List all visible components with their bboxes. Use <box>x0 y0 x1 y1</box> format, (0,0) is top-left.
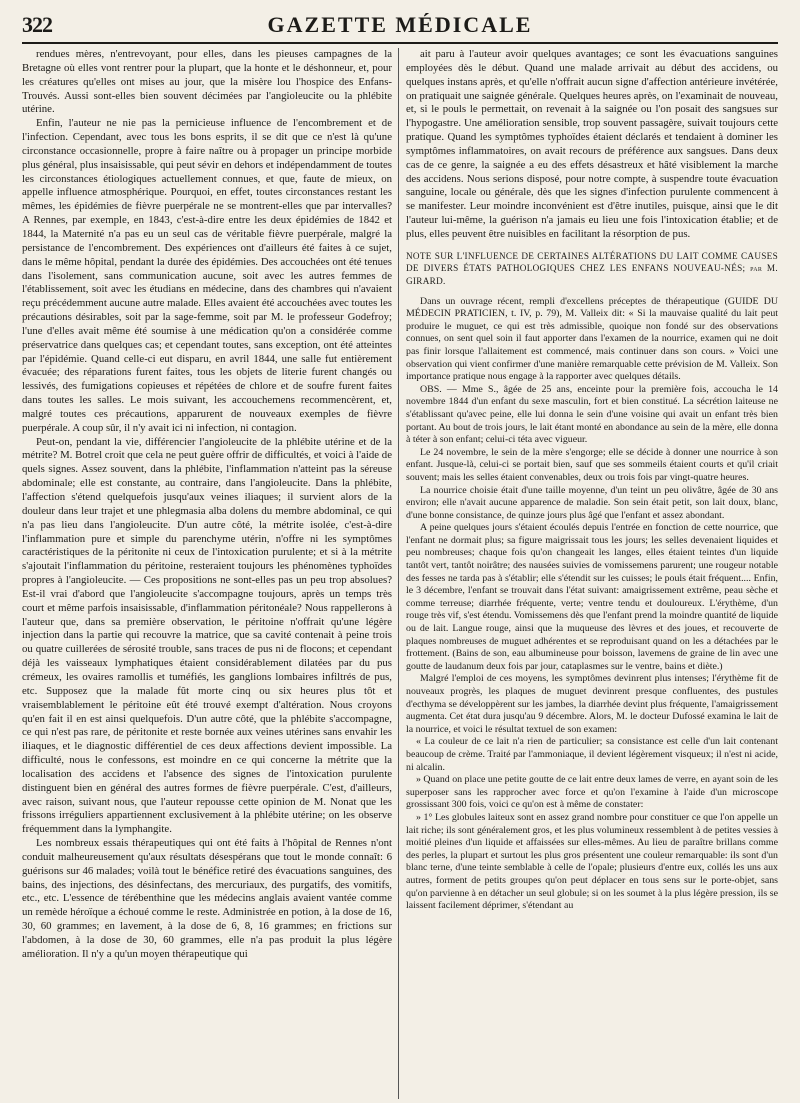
observation-paragraph: OBS. — Mme S., âgée de 25 ans, enceinte pour la première fois, accoucha le 14 novembre 1844 d'un enfant du sexe masculin, fort et bien constitué. La sécrétion laiteuse ne s'établissant qu'avec peine, elle lui donna le sein d'une voisine qui avait un enfant très bien portant. Au bout de trois jours, le lait étant monté en abondance au sein de la mère, elle donna à téter à son enfant; celui-ci téta avec vigueur. <box>406 383 778 446</box>
paragraph: Peut-on, pendant la vie, différencier l'angioleucite de la phlébite utérine et de la métrite? M. Botrel croit que cela ne peut guère offrir de difficultés, et voici à l'aide de quels signes. Assez souvent, dans la phlébite, l'inflammation n'atteint pas la séreuse abdominale; elle est constante, au contraire, dans l'angioleucite. Dans la phlébite, l'affection s'étend quelquefois jusqu'aux veines iliaques; il survient alors de la douleur dans leur trajet et une phlegmasia alba dolens du membre abdominal, ce qui n'a pas lieu dans l'angioleucite. D'un autre côté, la métrite isolée, c'est-à-dire l'inflammation pure et simple du parenchyme utérin, n'offre ni les symptômes caractéristiques de la péritonite ni ceux de l'intoxication purulente; et si à la métrite s'ajoutait l'inflammation du péritoine, resteraient toujours les phénomènes typhoïdes propres à l'angioleucite. — Ces propositions ne sont-elles pas un peu trop absolues? Est-il vrai d'abord que l'angioleucite s'accompagne toujours, après un temps très court et même parfois insaisissable, d'inflammation péritonéale? Nous rappellerons à l'auteur que, dans sa première observation, le péritoine n'offrait qu'une légère injection dans la partie qui recouvre la matrice, que sa cavité contenait à peine trois ou quatre cuillerées de sérosité trouble, sans traces de pus ni de flocons; et cependant déjà les vaisseaux lymphatiques étaient considérablement dilatées par du pus crémeux, les ovaires ramollis et tuméfiés, les ganglions lombaires infiltrés de pus, etc. Supposez que la malade fût morte cinq ou six heures plus tôt et vraisemblablement le péritoine eût été trouvé exempt d'altération. Nous croyons qu'en fait il en est ainsi quelquefois. D'un autre côté, que la phlébite s'accompagne, ce qui n'est pas rare, de péritonite et reste bornée aux veines utérines sans envahir les iliaques, et le diagnostic différentiel de ces deux affections devient impossible. La difficulté, nous le confessons, est moindre en ce qui concerne la métrite que la localisation des accidens et l'absence des signes de l'intoxication purulente distinguent bien en général des autres formes de fièvre puerpérale. C'est, d'ailleurs, avec raison, suivant nous, que l'auteur repousse cette opinion de M. Nonat que les frissons irréguliers appartiennent exclusivement à la phlébite utérine; on les observe fréquemment dans la lymphangite. <box>22 435 392 836</box>
paragraph: Enfin, l'auteur ne nie pas la pernicieuse influence de l'encombrement et de l'infection. Cependant, avec tous les bons esprits, il se dit que ce n'est là qu'une circonstance occasionnelle, propre à faire naître ou à propager un principe morbide plus général, plus insaisissable, qui peut sévir en dehors et indépendamment de toutes les circonstances étiologiques actuellement connues, et que, faute de mieux, on appelle influence atmosphérique. Pourquoi, en effet, toutes circonstances restant les mêmes, les épidémies de fièvre puerpérale ne se montrent-elles que par intervalles? A Rennes, par exemple, en 1843, c'est-à-dire entre les deux épidémies de 1842 et 1844, la Maternité n'a pas eu un seul cas de véritable fièvre puerpérale, malgré la persistance de l'encombrement. Des expériences ont d'ailleurs été faites à ce sujet, dans le même hôpital, pendant la durée des épidémies. Des accouchées ont été tenues dans l'isolement, sans communication aucune, soit avec les autres femmes de l'établissement, soit avec les étudians en médecine, dans des chambres qui n'avaient reçu précédemment aucune autre malade. Elles avaient été accouchées avec toutes les précautions désirables, soit par la sage-femme, soit par M. le professeur Godefroy; l'une d'elles avait même été soumise à une médication qu'on a considérée comme préservatrice dans quelques cas; et cependant toutes, sans exception, ont été atteintes par l'épidémie. Quand celle-ci eut disparu, en avril 1844, une salle fut entièrement évacuée; des réparations furent faites, tous les objets de literie furent changés ou lessivés, des fumigations copieuses et répétées de chlore et de soufre furent faites dans toutes les salles. Le mois suivant, les accouchemens recommencèrent, et, malgré toutes ces précautions, apparurent de nouveaux exemples de fièvre puerpérale. A coup sûr, il n'y avait ici ni infection, ni contagion. <box>22 117 392 434</box>
page-header <box>22 8 778 44</box>
left-column <box>22 48 392 1099</box>
quote-paragraph: » Quand on place une petite goutte de ce lait entre deux lames de verre, en ayant soin de les superposer sans les rapprocher avec force et qu'on l'examine à l'aide d'un microscope grossissant 300 fois, voici ce qu'on est à même de constater: <box>406 774 778 811</box>
paragraph: rendues mères, n'entrevoyant, pour elles, dans les pieuses campagnes de la Bretagne où elles vont rentrer pour la plupart, que la honte et le déshonneur, et, pour les créatures qu'elles ont mises au jour, que la misère lou l'hospice des Enfans-Trouvés. Aussi sont-elles bien souvent décimées par l'angioleucite ou la phlébite utérine. <box>22 48 392 116</box>
paragraph: La nourrice choisie était d'une taille moyenne, d'un teint un peu olivâtre, âgée de 30 ans environ; elle n'avait aucune apparence de maladie. Son sein était petit, son lait doux, blanc, d'une bonne consistance, de quinze jours plus âgé que l'enfant et assez abondant. <box>406 484 778 521</box>
note-heading: NOTE SUR L'INFLUENCE DE CERTAINES ALTÉRATIONS DU LAIT COMME CAUSES DE DIVERS ÉTATS PATHOLOGIQUES CHEZ LES ENFANS NOUVEAU-NÉS; par M. GIRARD. <box>406 250 778 286</box>
article-columns <box>22 48 778 1099</box>
paragraph: A peine quelques jours s'étaient écoulés depuis l'entrée en fonction de cette nourrice, que l'enfant ne dormait plus; sa figure maigrissait tous les jours; les selles devenaient liquides et peu nombreuses; chaque fois qu'on changeait les langes, elles étaient teintes d'un liquide tantôt vert, tantôt noirâtre; des nausées suivies de vomissemens parurent; une rougeur notable des fesses ne tarda pas à s'établir; elle s'étendit sur les cuisses; le pouls était fréquent.... Enfin, le 3 décembre, l'enfant se trouvait dans l'état suivant: amaigrissement extrême, peau sèche et comme terreuse; diarrhée fréquente, verte; ventre tendu et douloureux. L'érythème, d'un rouge très vif, s'est étendu. Vomissemens dès que l'enfant prend la moindre quantité de liquide ou de lait. Langue rouge, ainsi que la muqueuse des lèvres et des joues, et recouverte de plaques nombreuses de muguet adhérentes et se reproduisant quand on les a détachées par le frottement. (Bains de son, eau albumineuse pour boisson, lavemens de graine de lin avec une goutte de laudanum deux fois par jour, cataplasmes sur le ventre, bains et diète.) <box>406 522 778 672</box>
paragraph: Les nombreux essais thérapeutiques qui ont été faits à l'hôpital de Rennes n'ont conduit malheureusement qu'aux résultats désespérans que tout le monde connaît: 6 guérisons sur 46 malades; voilà tout le bénéfice retiré des évacuations sanguines, des bains, des injections, des désinfectans, des mercuriaux, des purgatifs, des vomitifs, etc., etc. L'essence de térébenthine que les médecins anglais avaient vantée comme un remède héroïque a échoué comme le reste. Administrée en potion, à la dose de 16, 30, 60 grammes; en lavement, à la dose de 6, 8, 16 grammes; en frictions sur l'abdomen, à la dose de 30, 60 grammes, elle n'a pas produit la plus légère amélioration. Il n'y a qu'un moyen thérapeutique qui <box>22 837 392 960</box>
paragraph: Malgré l'emploi de ces moyens, les symptômes devinrent plus intenses; l'érythème fit de nouveaux progrès, les plaques de muguet devinrent presque confluentes, des pustules d'ecthyma se développèrent sur les jambes, la diarrhée devint plus fréquente, l'amaigrissement augmenta. Cet état dura jusqu'au 9 décembre. Alors, M. le docteur Dufossé examina le lait de la nourrice, et voici le résultat textuel de son examen: <box>406 673 778 735</box>
quote-paragraph: « La couleur de ce lait n'a rien de particulier; sa consistance est celle d'un lait contenant beaucoup de crème. Traité par l'ammoniaque, il devient légèrement visqueux; il n'est ni acide, ni alcalin. <box>406 736 778 773</box>
paragraph: ait paru à l'auteur avoir quelques avantages; ce sont les évacuations sanguines employées dès le début. Quand une malade arrivait au début des accidens, ou quelques instans après, et qu'elle n'offrait aucun signe d'affection antérieure invétérée, on pratiquait une saignée générale. Quelques heures après, on l'examinait de nouveau, et, si le pouls le permettait, on revenait à la saignée ou l'on posait des sangsues sur l'hypogastre. Une amélioration sensible, trop souvent passagère, suivait toujours cette pratique. Quand les symptômes typhoïdes étaient déclarés et tendaient à dominer les symptômes inflammatoires, on avait recours de préférence aux sangsues. Dans deux cas de ce genre, la saignée a eu des effets désastreux et hâté visiblement la marche des accidens. Nous serions disposé, pour notre compte, à suspendre toute évacuation sanguine, locale ou générale, dès que les signes d'infection purulente commencent à se manifester. Leur moindre inconvénient est d'être inutiles, puisque, ainsi que le dit l'auteur lui-même, la guérison n'a jamais eu lieu une fois l'intoxication établie; et de plus, elles peuvent être nuisibles en facilitant la résorption de pus. <box>406 48 778 240</box>
paragraph: Le 24 novembre, le sein de la mère s'engorge; elle se décide à donner une nourrice à son enfant. Jusque-là, celui-ci se portait bien, sauf que ses sommeils étaient courts et qu'il criait souvent; mais les selles étaient convenables, deux ou trois fois par vingt-quatre heures. <box>406 446 778 483</box>
journal-title: GAZETTE MÉDICALE <box>267 12 533 37</box>
quote-paragraph: » 1° Les globules laiteux sont en assez grand nombre pour constituer ce que l'on appelle un lait riche; ils sont généralement gros, et les plus volumineux ressemblent à de petites vessies à moitié pleines d'un liquide et affaissées sur elles-mêmes. Au lieu de paraître brillans comme des perles, la plupart et surtout les plus gros présentent une couleur remarquable: ils sont d'un blanc terne, d'une teinte semblable à celle de l'opale; plusieurs d'entre eux, collés les uns aux autres, forment de petits groupes qu'on peut déplacer en tous sens sur le porte-objet, sans qu'on parvienne à en détacher un seul globule; si on les soumet à la plus légère pression, ils se laissent facilement déprimer, s'étendant au <box>406 811 778 912</box>
page-number: 322 <box>22 12 52 37</box>
column-divider <box>398 48 399 1099</box>
paragraph: Dans un ouvrage récent, rempli d'excellens préceptes de thérapeutique (GUIDE DU MÉDECIN PRATICIEN, t. IV, p. 79), M. Valleix dit: « Si la mauvaise qualité du lait peut produire le muguet, ce qui est très admissible, quoique non fondé sur des observations connues, on sent quel soin il faut apporter dans l'examen de la nourrice, examen qui ne doit pas finir lorsque l'allaitement est commencé, mais continuer dans son cours. » Voici une observation qui vient confirmer d'une manière remarquable cette prévision de M. Valleix. Son importance pratique nous engage à la rapporter avec quelques détails. <box>406 295 778 383</box>
right-column <box>406 48 778 1099</box>
